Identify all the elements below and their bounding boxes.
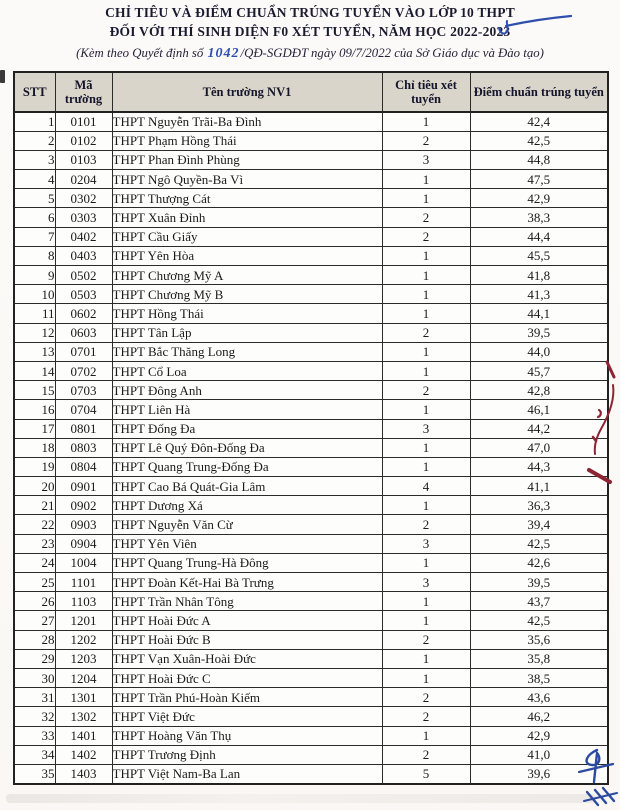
- table-row: [14, 323, 608, 342]
- score-cell: 38,5: [470, 668, 608, 687]
- stt-cell: 20: [14, 477, 55, 496]
- quota-cell: 5: [382, 764, 470, 783]
- score-cell: 42,6: [470, 553, 608, 572]
- quota-cell: 1: [382, 668, 470, 687]
- school-name-cell: THPT Ngô Quyền-Ba Vì: [112, 170, 382, 189]
- table-row: [14, 342, 608, 361]
- handwritten-decision-number: 1042: [207, 46, 240, 61]
- quota-cell: 4: [382, 477, 470, 496]
- table-row: [14, 611, 608, 630]
- handwritten-initials-icon: [568, 744, 620, 808]
- school-code-cell: 0204: [55, 170, 112, 189]
- school-name-cell: THPT Đoàn Kết-Hai Bà Trưng: [112, 573, 382, 592]
- table-body: [14, 112, 608, 784]
- stt-cell: 18: [14, 438, 55, 457]
- score-cell: 39,6: [470, 764, 608, 783]
- school-name-cell: THPT Việt Nam-Ba Lan: [112, 764, 382, 783]
- table-row: [14, 170, 608, 189]
- score-cell: 38,3: [470, 208, 608, 227]
- score-cell: 42,4: [470, 112, 608, 131]
- quota-cell: 1: [382, 553, 470, 572]
- stt-cell: 3: [14, 150, 55, 169]
- stt-cell: 29: [14, 649, 55, 668]
- score-cell: 44,2: [470, 419, 608, 438]
- quota-cell: 1: [382, 726, 470, 745]
- table-row: [14, 707, 608, 726]
- table-row: [14, 688, 608, 707]
- school-name-cell: THPT Cầu Giấy: [112, 227, 382, 246]
- quota-cell: 2: [382, 323, 470, 342]
- admission-table: [13, 71, 609, 785]
- school-name-cell: THPT Chương Mỹ A: [112, 266, 382, 285]
- quota-cell: 1: [382, 246, 470, 265]
- handwritten-tick-icon: [492, 13, 576, 39]
- quota-cell: 3: [382, 573, 470, 592]
- quota-cell: 1: [382, 170, 470, 189]
- stt-cell: 32: [14, 707, 55, 726]
- school-name-cell: THPT Đông Anh: [112, 381, 382, 400]
- col-header-diem-chuan: Điểm chuẩn trúng tuyển: [470, 72, 608, 112]
- table-row: [14, 361, 608, 380]
- score-cell: 35,8: [470, 649, 608, 668]
- school-code-cell: 1302: [55, 707, 112, 726]
- stt-cell: 25: [14, 573, 55, 592]
- stt-cell: 26: [14, 592, 55, 611]
- stt-cell: 4: [14, 170, 55, 189]
- school-code-cell: 0903: [55, 515, 112, 534]
- quota-cell: 1: [382, 304, 470, 323]
- score-cell: 43,7: [470, 592, 608, 611]
- quota-cell: 1: [382, 592, 470, 611]
- stt-cell: 23: [14, 534, 55, 553]
- table-row: [14, 668, 608, 687]
- table-row: [14, 649, 608, 668]
- school-name-cell: THPT Việt Đức: [112, 707, 382, 726]
- school-name-cell: THPT Lê Quý Đôn-Đống Đa: [112, 438, 382, 457]
- school-code-cell: 0904: [55, 534, 112, 553]
- score-cell: 44,4: [470, 227, 608, 246]
- school-code-cell: 0503: [55, 285, 112, 304]
- school-code-cell: 0703: [55, 381, 112, 400]
- score-cell: 39,5: [470, 323, 608, 342]
- stt-cell: 14: [14, 361, 55, 380]
- quota-cell: 1: [382, 112, 470, 131]
- table-row: [14, 745, 608, 764]
- school-code-cell: 0602: [55, 304, 112, 323]
- quota-cell: 1: [382, 457, 470, 476]
- quota-cell: 1: [382, 342, 470, 361]
- score-cell: 44,0: [470, 342, 608, 361]
- school-code-cell: 0302: [55, 189, 112, 208]
- school-name-cell: THPT Bắc Thăng Long: [112, 342, 382, 361]
- score-cell: 41,3: [470, 285, 608, 304]
- school-name-cell: THPT Cao Bá Quát-Gia Lâm: [112, 477, 382, 496]
- stt-cell: 33: [14, 726, 55, 745]
- school-code-cell: 1204: [55, 668, 112, 687]
- school-code-cell: 1103: [55, 592, 112, 611]
- school-name-cell: THPT Dương Xá: [112, 496, 382, 515]
- score-cell: 42,5: [470, 131, 608, 150]
- school-code-cell: 0103: [55, 150, 112, 169]
- stt-cell: 10: [14, 285, 55, 304]
- school-name-cell: THPT Trần Phú-Hoàn Kiếm: [112, 688, 382, 707]
- document-title-line1: CHỈ TIÊU VÀ ĐIỂM CHUẨN TRÚNG TUYỂN VÀO LỚP 10 THPT: [105, 5, 515, 20]
- school-name-cell: THPT Hoài Đức B: [112, 630, 382, 649]
- score-cell: 39,5: [470, 573, 608, 592]
- school-code-cell: 1004: [55, 553, 112, 572]
- school-name-cell: THPT Thượng Cát: [112, 189, 382, 208]
- table-row: [14, 227, 608, 246]
- table-row: [14, 592, 608, 611]
- school-code-cell: 1203: [55, 649, 112, 668]
- table-row: [14, 150, 608, 169]
- school-name-cell: THPT Quang Trung-Đống Đa: [112, 457, 382, 476]
- score-cell: 42,9: [470, 189, 608, 208]
- table-row: [14, 477, 608, 496]
- school-code-cell: 0701: [55, 342, 112, 361]
- school-name-cell: THPT Phạm Hồng Thái: [112, 131, 382, 150]
- score-cell: 44,8: [470, 150, 608, 169]
- table-row: [14, 189, 608, 208]
- stt-cell: 6: [14, 208, 55, 227]
- table-row: [14, 438, 608, 457]
- stt-cell: 30: [14, 668, 55, 687]
- school-name-cell: THPT Quang Trung-Hà Đông: [112, 553, 382, 572]
- school-name-cell: THPT Hoàng Văn Thụ: [112, 726, 382, 745]
- table-row: [14, 112, 608, 131]
- table-row: [14, 381, 608, 400]
- subtitle-prefix: (Kèm theo Quyết định số: [76, 46, 207, 60]
- school-code-cell: 0901: [55, 477, 112, 496]
- quota-cell: 2: [382, 381, 470, 400]
- score-cell: 45,7: [470, 361, 608, 380]
- school-code-cell: 0804: [55, 457, 112, 476]
- col-header-chi-tieu: Chỉ tiêu xét tuyển: [382, 72, 470, 112]
- table-row: [14, 764, 608, 783]
- table-row: [14, 553, 608, 572]
- stt-cell: 31: [14, 688, 55, 707]
- stt-cell: 22: [14, 515, 55, 534]
- quota-cell: 3: [382, 534, 470, 553]
- score-cell: 45,5: [470, 246, 608, 265]
- school-name-cell: THPT Cổ Loa: [112, 361, 382, 380]
- score-cell: 47,5: [470, 170, 608, 189]
- score-cell: 39,4: [470, 515, 608, 534]
- quota-cell: 2: [382, 688, 470, 707]
- school-code-cell: 0403: [55, 246, 112, 265]
- stt-cell: 11: [14, 304, 55, 323]
- stt-cell: 21: [14, 496, 55, 515]
- school-code-cell: 0402: [55, 227, 112, 246]
- stt-cell: 12: [14, 323, 55, 342]
- score-cell: 44,1: [470, 304, 608, 323]
- school-code-cell: 0702: [55, 361, 112, 380]
- school-name-cell: THPT Đống Đa: [112, 419, 382, 438]
- school-name-cell: THPT Nguyễn Trãi-Ba Đình: [112, 112, 382, 131]
- table-row: [14, 266, 608, 285]
- school-code-cell: 0803: [55, 438, 112, 457]
- school-name-cell: THPT Yên Viên: [112, 534, 382, 553]
- col-header-ten-truong: Tên trường NV1: [112, 72, 382, 112]
- table-row: [14, 400, 608, 419]
- table-row: [14, 304, 608, 323]
- quota-cell: 2: [382, 630, 470, 649]
- table-row: [14, 457, 608, 476]
- score-cell: 42,5: [470, 611, 608, 630]
- score-cell: 46,1: [470, 400, 608, 419]
- quota-cell: 1: [382, 361, 470, 380]
- stt-cell: 35: [14, 764, 55, 783]
- stt-cell: 19: [14, 457, 55, 476]
- score-cell: 44,3: [470, 457, 608, 476]
- school-name-cell: THPT Tân Lập: [112, 323, 382, 342]
- table-row: [14, 726, 608, 745]
- school-name-cell: THPT Hoài Đức A: [112, 611, 382, 630]
- school-code-cell: 1202: [55, 630, 112, 649]
- quota-cell: 1: [382, 400, 470, 419]
- school-name-cell: THPT Xuân Đỉnh: [112, 208, 382, 227]
- subtitle-suffix: /QĐ-SGDĐT ngày 09/7/2022 của Sở Giáo dục và Đào tạo): [240, 46, 544, 60]
- table-row: [14, 131, 608, 150]
- stt-cell: 13: [14, 342, 55, 361]
- school-code-cell: 1301: [55, 688, 112, 707]
- quota-cell: 1: [382, 649, 470, 668]
- table-row: [14, 630, 608, 649]
- table-row: [14, 285, 608, 304]
- document-title-line2: ĐỐI VỚI THÍ SINH DIỆN F0 XÉT TUYỂN, NĂM HỌC 2022-2023: [109, 24, 511, 39]
- school-name-cell: THPT Phan Đình Phùng: [112, 150, 382, 169]
- quota-cell: 2: [382, 131, 470, 150]
- stt-cell: 24: [14, 553, 55, 572]
- quota-cell: 2: [382, 208, 470, 227]
- school-code-cell: 0704: [55, 400, 112, 419]
- document-subtitle: [0, 45, 620, 62]
- school-name-cell: THPT Chương Mỹ B: [112, 285, 382, 304]
- score-cell: 42,9: [470, 726, 608, 745]
- school-name-cell: THPT Trương Định: [112, 745, 382, 764]
- school-name-cell: THPT Hoài Đức C: [112, 668, 382, 687]
- quota-cell: 1: [382, 266, 470, 285]
- stt-cell: 7: [14, 227, 55, 246]
- quota-cell: 2: [382, 515, 470, 534]
- school-code-cell: 0502: [55, 266, 112, 285]
- school-code-cell: 0303: [55, 208, 112, 227]
- score-cell: 36,3: [470, 496, 608, 515]
- quota-cell: 3: [382, 150, 470, 169]
- school-name-cell: THPT Hồng Thái: [112, 304, 382, 323]
- table-row: [14, 534, 608, 553]
- school-name-cell: THPT Liên Hà: [112, 400, 382, 419]
- stt-cell: 1: [14, 112, 55, 131]
- quota-cell: 2: [382, 745, 470, 764]
- signature-flourish-icon: [586, 358, 620, 490]
- quota-cell: 3: [382, 419, 470, 438]
- table-row: [14, 573, 608, 592]
- score-cell: 41,0: [470, 745, 608, 764]
- table-row: [14, 496, 608, 515]
- quota-cell: 1: [382, 438, 470, 457]
- score-cell: 46,2: [470, 707, 608, 726]
- scan-smudge: [6, 794, 596, 803]
- table-header-row: [14, 72, 608, 112]
- school-code-cell: 0101: [55, 112, 112, 131]
- score-cell: 42,5: [470, 534, 608, 553]
- table-row: [14, 515, 608, 534]
- col-header-stt: STT: [14, 72, 55, 112]
- school-code-cell: 0603: [55, 323, 112, 342]
- school-name-cell: THPT Vạn Xuân-Hoài Đức: [112, 649, 382, 668]
- school-code-cell: 1402: [55, 745, 112, 764]
- table-row: [14, 246, 608, 265]
- school-name-cell: THPT Trần Nhân Tông: [112, 592, 382, 611]
- school-code-cell: 0801: [55, 419, 112, 438]
- stt-cell: 15: [14, 381, 55, 400]
- school-name-cell: THPT Nguyễn Văn Cừ: [112, 515, 382, 534]
- school-name-cell: THPT Yên Hòa: [112, 246, 382, 265]
- stt-cell: 27: [14, 611, 55, 630]
- score-cell: 47,0: [470, 438, 608, 457]
- quota-cell: 1: [382, 189, 470, 208]
- stt-cell: 28: [14, 630, 55, 649]
- stt-cell: 9: [14, 266, 55, 285]
- score-cell: 41,1: [470, 477, 608, 496]
- stt-cell: 16: [14, 400, 55, 419]
- school-code-cell: 0102: [55, 131, 112, 150]
- school-code-cell: 1401: [55, 726, 112, 745]
- table-row: [14, 208, 608, 227]
- stt-cell: 8: [14, 246, 55, 265]
- score-cell: 35,6: [470, 630, 608, 649]
- score-cell: 42,8: [470, 381, 608, 400]
- school-code-cell: 1403: [55, 764, 112, 783]
- quota-cell: 2: [382, 707, 470, 726]
- table-row: [14, 419, 608, 438]
- score-cell: 41,8: [470, 266, 608, 285]
- school-code-cell: 0902: [55, 496, 112, 515]
- quota-cell: 1: [382, 285, 470, 304]
- stt-cell: 34: [14, 745, 55, 764]
- stt-cell: 5: [14, 189, 55, 208]
- school-code-cell: 1201: [55, 611, 112, 630]
- stt-cell: 2: [14, 131, 55, 150]
- school-code-cell: 1101: [55, 573, 112, 592]
- stt-cell: 17: [14, 419, 55, 438]
- quota-cell: 1: [382, 611, 470, 630]
- col-header-ma-truong: Mã trường: [55, 72, 112, 112]
- scan-artifact: [0, 70, 5, 83]
- quota-cell: 1: [382, 496, 470, 515]
- score-cell: 43,6: [470, 688, 608, 707]
- quota-cell: 2: [382, 227, 470, 246]
